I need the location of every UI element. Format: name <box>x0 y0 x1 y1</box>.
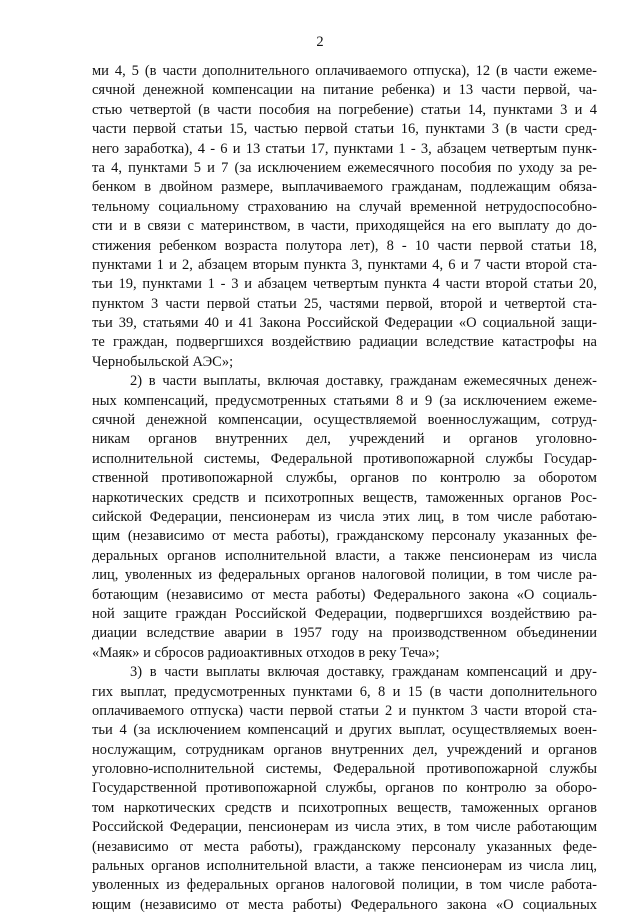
text-line: тьи 4 (за исключением компенсаций и других выплат, осуществляемых воен- <box>92 722 597 739</box>
text-line: диации вследствие аварии в 1957 году на производственном объединении <box>92 625 597 642</box>
document-body <box>92 62 597 915</box>
text-line: Государственной противопожарной службы, органов по контролю за оборо- <box>92 780 597 797</box>
text-line: (независимо от места работы), гражданскому персоналу указанных феде- <box>92 838 597 855</box>
page-number: 2 <box>316 34 324 50</box>
text-line: уголовно-исполнительной системы, Федеральной противопожарной службы <box>92 761 597 778</box>
text-line: щим (независимо от места работы), гражданскому персоналу указанных фе- <box>92 528 597 545</box>
text-line: Российской Федерации, пенсионерам из числа этих, в том числе работающим <box>92 819 597 836</box>
text-line: ботающим (независимо от места работы) Федерального закона «О социаль- <box>92 586 597 603</box>
text-line: стью четвертой (в части пособия на погребение) статьи 14, пунктами 3 и 4 <box>92 101 597 118</box>
text-line: те граждан, подвергшихся воздействию радиации вследствие катастрофы на <box>92 334 597 351</box>
text-line: тельному социальному страхованию на случай временной нетрудоспособно- <box>92 198 597 215</box>
paragraph <box>92 372 597 663</box>
text-line: деральных органов исполнительной власти, а также пенсионерам из числа <box>92 547 597 564</box>
text-line: части первой статьи 15, частью первой статьи 16, пунктами 3 (в части сред- <box>92 121 597 138</box>
text-line: том наркотических средств и психотропных веществ, таможенных органов <box>92 799 597 816</box>
text-line: сячной денежной компенсации на питание ребенка) и 13 части первой, ча- <box>92 82 597 99</box>
text-line: 3) в части выплаты включая доставку, гражданам компенсаций и дру- <box>130 664 597 681</box>
text-line: ющим (независимо от места работы) Федерального закона «О социальных <box>92 896 597 913</box>
text-line: «Маяк» и сбросов радиоактивных отходов в реку Теча»; <box>92 644 440 661</box>
text-line: него заработка), 4 - 6 и 13 статьи 17, пунктами 1 - 3, абзацем четвертым пунк- <box>92 140 597 157</box>
text-line: та 4, пунктами 5 и 7 (за исключением ежемесячного пособия по уходу за ре- <box>92 159 597 176</box>
text-line: тьи 39, статьями 40 и 41 Закона Российской Федерации «О социальной защи- <box>92 315 597 332</box>
text-line: пунктом 3 части первой статьи 25, частями первой, второй и четвертой ста- <box>92 295 597 312</box>
text-line: Чернобыльской АЭС»; <box>92 353 234 370</box>
text-line: сти и в связи с материнством, в части, приходящейся на его выплату до до- <box>92 218 597 235</box>
text-line: пунктами 1 и 2, абзацем вторым пункта 3, пунктами 4, 6 и 7 части второй ста- <box>92 256 597 273</box>
text-line: ми 4, 5 (в части дополнительного оплачиваемого отпуска), 12 (в части ежеме- <box>92 63 597 79</box>
text-line: наркотических средств и психотропных веществ, таможенных органов Рос- <box>92 489 597 506</box>
text-line: ральных органов исполнительной власти, а также пенсионерам из числа лиц, <box>92 858 597 875</box>
text-line: сячной денежной компенсации, осуществляемой военнослужащим, сотруд- <box>92 412 597 429</box>
text-line: исполнительной системы, Федеральной противопожарной службы Государ- <box>92 450 597 467</box>
text-line: сийской Федерации, пенсионерам из числа этих лиц, в том числе работаю- <box>92 508 597 525</box>
paragraph <box>92 62 597 372</box>
text-line: оплачиваемого отпуска) части первой статьи 2 и пунктом 3 части второй ста- <box>92 702 597 719</box>
text-line: уволенных из федеральных органов налоговой полиции, в том числе работа- <box>92 877 597 894</box>
text-line: ственной противопожарной службы, органов по контролю за оборотом <box>92 470 597 487</box>
paragraph <box>92 663 597 915</box>
text-line: ных компенсаций, предусмотренных статьями 8 и 9 (за исключением ежеме- <box>92 392 597 409</box>
text-line: бенком в двойном размере, выплачиваемого гражданам, подлежащим обяза- <box>92 179 597 196</box>
text-line: лиц, уволенных из федеральных органов налоговой полиции, в том числе ра- <box>92 567 597 584</box>
text-line: гих выплат, предусмотренных пунктами 6, 8 и 15 (в части дополнительного <box>92 683 597 700</box>
text-line: нослужащим, сотрудникам органов внутренних дел, учреждений и органов <box>92 741 597 758</box>
text-line: 2) в части выплаты, включая доставку, гражданам ежемесячных денеж- <box>130 373 597 390</box>
text-line: никам органов внутренних дел, учреждений и органов уголовно- <box>92 431 597 448</box>
text-line: ной защите граждан Российской Федерации, подвергшихся воздействию ра- <box>92 605 597 622</box>
text-line: стижения ребенком возраста полутора лет), 8 - 10 части первой статьи 18, <box>92 237 597 254</box>
text-line: тьи 19, пунктами 1 - 3 и абзацем четвертым пункта 4 части второй статьи 20, <box>92 276 597 293</box>
